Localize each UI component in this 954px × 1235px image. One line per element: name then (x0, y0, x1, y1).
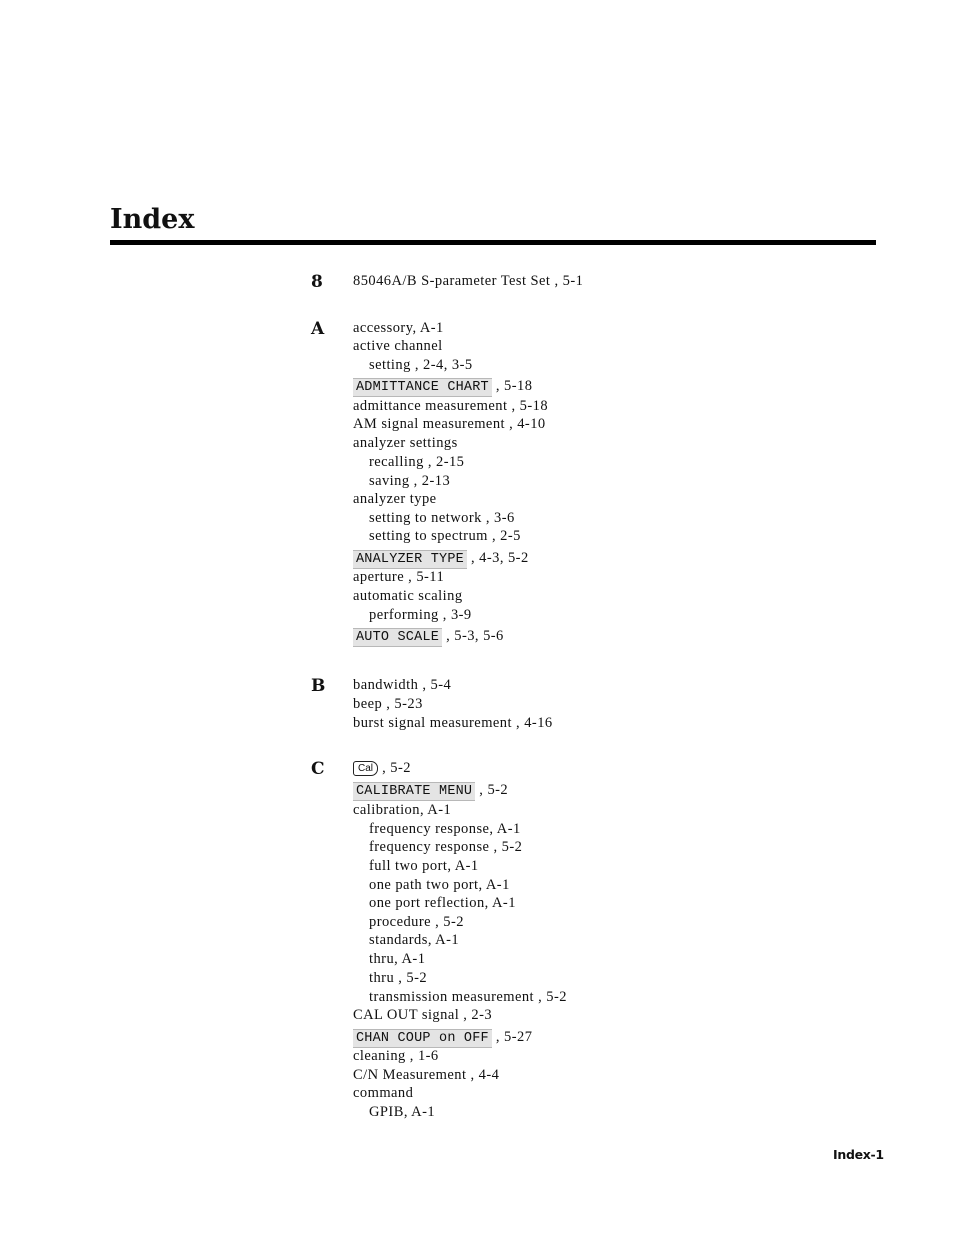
index-subentry: frequency response, A-1 (369, 821, 521, 837)
index-entry (353, 627, 504, 647)
index-subentry: one path two port, A-1 (369, 877, 510, 893)
softkey-calibrate-menu: CALIBRATE MENU (353, 782, 475, 801)
softkey-chan-coup: CHAN COUP on OFF (353, 1029, 492, 1048)
index-entry (353, 549, 529, 569)
index-entry: beep , 5-23 (353, 696, 423, 712)
title-rule (110, 240, 876, 245)
index-subentry: full two port, A-1 (369, 858, 479, 874)
index-entry: analyzer settings (353, 435, 458, 451)
index-entry: accessory, A-1 (353, 320, 444, 336)
index-entry (353, 759, 411, 778)
index-subentry: thru , 5-2 (369, 970, 428, 986)
softkey-analyzer-type: ANALYZER TYPE (353, 550, 467, 569)
index-entry: command (353, 1085, 414, 1101)
index-subentry: saving , 2-13 (369, 473, 451, 489)
index-subentry: setting , 2-4, 3-5 (369, 357, 473, 373)
index-entry (353, 377, 532, 397)
index-subentry: GPIB, A-1 (369, 1104, 436, 1120)
index-subentry: recalling , 2-15 (369, 454, 465, 470)
index-entry: analyzer type (353, 491, 437, 507)
index-entry: calibration, A-1 (353, 802, 452, 818)
index-subentry: thru, A-1 (369, 951, 426, 967)
cal-hardkey-icon: Cal (353, 761, 378, 776)
index-entry (353, 781, 508, 801)
entry-pages: , 5-18 (491, 378, 533, 394)
index-entry: aperture , 5-11 (353, 569, 445, 585)
section-letter-8: 8 (311, 272, 323, 292)
entry-pages: , 5-2 (475, 782, 509, 798)
index-subentry: one port reflection, A-1 (369, 895, 516, 911)
index-entry: automatic scaling (353, 588, 463, 604)
page-title: Index (110, 204, 195, 235)
softkey-admittance-chart: ADMITTANCE CHART (353, 378, 492, 397)
index-entry: C/N Measurement , 4-4 (353, 1067, 500, 1083)
index-subentry: performing , 3-9 (369, 607, 472, 623)
softkey-auto-scale: AUTO SCALE (353, 628, 442, 647)
entry-pages: , 5-27 (491, 1029, 533, 1045)
index-subentry: procedure , 5-2 (369, 914, 464, 930)
index-subentry: frequency response , 5-2 (369, 839, 523, 855)
entry-pages: , 5-2 (378, 760, 411, 776)
entry-pages: , 4-3, 5-2 (466, 550, 529, 566)
section-letter-b: B (311, 676, 326, 696)
index-entry: AM signal measurement , 4-10 (353, 416, 546, 432)
index-subentry: standards, A-1 (369, 932, 460, 948)
section-letter-c: C (311, 759, 325, 779)
index-entry: bandwidth , 5-4 (353, 677, 452, 693)
index-subentry: setting to spectrum , 2-5 (369, 528, 521, 544)
section-letter-a: A (311, 319, 325, 339)
entry-pages: , 5-3, 5-6 (442, 628, 504, 644)
index-entry: cleaning , 1-6 (353, 1048, 439, 1064)
index-subentry: transmission measurement , 5-2 (369, 989, 567, 1005)
index-entry: CAL OUT signal , 2-3 (353, 1007, 493, 1023)
page-number: Index-1 (833, 1147, 884, 1162)
index-entry: admittance measurement , 5-18 (353, 398, 549, 414)
index-entry: active channel (353, 338, 443, 354)
index-subentry: setting to network , 3-6 (369, 510, 515, 526)
index-entry: burst signal measurement , 4-16 (353, 715, 553, 731)
index-entry (353, 1028, 532, 1048)
index-entry: 85046A/B S-parameter Test Set , 5-1 (353, 273, 584, 289)
